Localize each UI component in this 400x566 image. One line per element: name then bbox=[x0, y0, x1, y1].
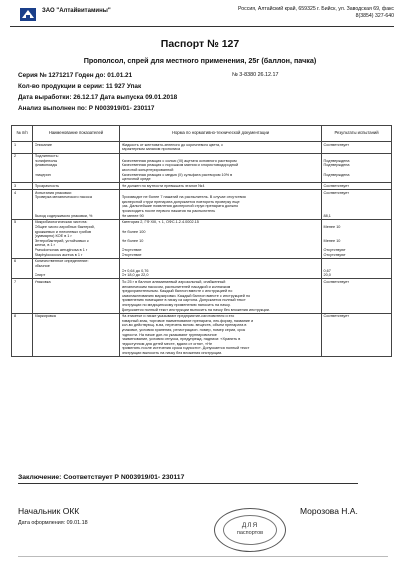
row-norm bbox=[120, 190, 322, 220]
row-norm-line: характерным запахом прополиса bbox=[121, 147, 181, 152]
row-result bbox=[322, 183, 392, 190]
address-line-1: Россия, Алтайский край, 659325 г. Бийск, ул. Заводская 69, факс bbox=[238, 6, 394, 12]
row-norm-line: Допускается полный текст инструкции выносить на пачку без вложения инструкции. bbox=[121, 307, 270, 312]
row-result bbox=[322, 258, 392, 279]
row-norm-line: дисперсной струи препарата допускается повторить проверку еще bbox=[121, 199, 240, 204]
header-norm: Норма по нормативно-технической документации bbox=[120, 126, 322, 142]
company-logo bbox=[20, 8, 36, 21]
row-result-line: Соответствует bbox=[323, 183, 349, 188]
row-norm bbox=[120, 219, 322, 258]
row-name-line: Маркировка bbox=[34, 314, 56, 319]
row-norm-line: На этикетке и пачке указывают предприятие-изготовителя и его bbox=[121, 314, 235, 319]
specification-table bbox=[11, 125, 392, 357]
row-norm-line: происходить после первого нажатия на распылитель bbox=[121, 209, 216, 214]
product-name: Прополсол, спрей для местного применения, 25г (баллон, пачка) bbox=[83, 56, 317, 65]
row-norm-line: Жидкость от желтовато-зеленого до коричневого цвета, с bbox=[121, 142, 224, 147]
chief-name: Морозова Н.А. bbox=[300, 506, 358, 516]
row-name-line: (суммарно) КОЕ в 1 г bbox=[34, 234, 72, 239]
row-name bbox=[33, 153, 120, 183]
row-norm-line: применению помещают в пачку из картона. Допускается полный текст bbox=[121, 298, 246, 303]
row-norm-line: Качественная реакция с медью (II) сульфата раствором 10% в bbox=[121, 172, 233, 177]
row-name-line: Подлинность: bbox=[34, 154, 59, 159]
chief-title: Начальник ОКК bbox=[18, 506, 80, 516]
row-name-line: Staphylococcus aureus в 1 г bbox=[34, 252, 83, 257]
row-norm-line: По 25 г в баллон алюминиевый аэрозольный, снабженный bbox=[121, 279, 226, 284]
table-row bbox=[12, 142, 392, 153]
row-result-line: Отсутствуют bbox=[323, 252, 346, 257]
row-number: 8 bbox=[12, 313, 33, 357]
row-result-line: Соответствует bbox=[323, 314, 349, 319]
table-header-row bbox=[12, 126, 392, 142]
row-name-line: Выход содержимого упаковки, % bbox=[34, 213, 93, 218]
row-name-line: Общее число аэробных бактерий, bbox=[34, 225, 95, 230]
conclusion: Заключение: Соответствует Р N003919/01- 230117 bbox=[18, 474, 185, 481]
row-result bbox=[322, 219, 392, 258]
bottom-rule bbox=[18, 556, 388, 557]
row-name bbox=[33, 258, 120, 279]
row-result bbox=[322, 313, 392, 357]
row-result-line: Подтверждена bbox=[323, 163, 350, 168]
row-norm-line: наименование, условия отпуска, предупрежд. надписи: «Хранить в bbox=[121, 337, 241, 342]
registration-number: № 3-8380 26.12.17 bbox=[232, 72, 279, 78]
row-name-line: Описание bbox=[34, 142, 52, 147]
row-name-line: Энтеробактерий, устойчивых к bbox=[34, 238, 89, 243]
row-name-line: Количественное определение: bbox=[34, 259, 89, 264]
analysis-line: Анализ выполнен по: Р N003919/01- 230117 bbox=[18, 105, 155, 112]
row-norm-line: кислотой концентрированной bbox=[121, 167, 174, 172]
row-norm-line: недоступном для детей месте, вдали от огня», «Не bbox=[121, 341, 213, 346]
row-norm-line: Производят не более 7 нажатий на распылитель. В случае отсутствия bbox=[121, 195, 246, 200]
row-norm-line: упаковке, условия хранения, регистрацион. номер, номер серии, срок bbox=[121, 328, 246, 333]
row-norm-line: Не должен по мутности превышать эталон №4 bbox=[121, 183, 205, 188]
row-number: 1 bbox=[12, 142, 33, 153]
row-name-line: флавоноиды bbox=[34, 163, 58, 168]
row-name-line: дрожжевых и плесневых грибов bbox=[34, 229, 92, 234]
row-norm-line: Качественная реакция с порошком магния и хлористоводородной bbox=[121, 163, 239, 168]
row-number: 5 bbox=[12, 219, 33, 258]
row-norm-line: Не более 10 bbox=[121, 238, 144, 243]
table-row bbox=[12, 153, 392, 183]
company-address bbox=[238, 6, 394, 20]
row-norm-line: Не более 100 bbox=[121, 229, 146, 234]
document-title: Паспорт № 127 bbox=[160, 38, 240, 50]
row-norm-line: Качественная реакция с солью (III) ацетата основного раствором bbox=[121, 158, 237, 163]
row-norm-line: Не менее 90 bbox=[121, 213, 144, 218]
row-number: 4 bbox=[12, 190, 33, 220]
row-name-line: глицерин bbox=[34, 172, 51, 177]
row-number: 3 bbox=[12, 183, 33, 190]
row-norm bbox=[120, 258, 322, 279]
row-name bbox=[33, 279, 120, 313]
row-result-line: 20,0 bbox=[323, 273, 331, 278]
row-norm bbox=[120, 183, 322, 190]
table-row bbox=[12, 313, 392, 357]
table-row bbox=[12, 183, 392, 190]
row-norm-line: Отсутствие bbox=[121, 252, 142, 257]
table-row bbox=[12, 258, 392, 279]
row-result-line: Менее 10 bbox=[323, 238, 341, 243]
row-name-line: обычное bbox=[34, 263, 50, 268]
row-name-line: полифенолы bbox=[34, 158, 58, 163]
row-result-line: 88,1 bbox=[323, 213, 331, 218]
row-name-line: Прозрачность bbox=[34, 183, 60, 188]
conclusion-underline bbox=[18, 483, 358, 484]
table-row bbox=[12, 279, 392, 313]
row-name bbox=[33, 183, 120, 190]
stamp-text-1: ДЛЯ bbox=[241, 522, 259, 529]
issue-date: Дата оформления: 09.01.18 bbox=[18, 520, 88, 526]
row-norm-line: предохранительным. Каждый баллон вместе с инструкцией по bbox=[121, 289, 233, 294]
row-name-line: Микробиологическая чистота: bbox=[34, 220, 88, 225]
row-name-line: желчи, в 1 г bbox=[34, 243, 55, 248]
header-number: № п/п bbox=[12, 126, 33, 142]
row-result bbox=[322, 190, 392, 220]
stamp-text-2: паспортов bbox=[236, 530, 264, 536]
row-result-line: Менее 10 bbox=[323, 225, 341, 230]
row-result bbox=[322, 153, 392, 183]
row-norm-line: инструкции по медицинскому применению наносить на пачку. bbox=[121, 302, 231, 307]
header-name: Наименование показателей bbox=[33, 126, 120, 142]
row-name-line: Испытания упаковки: bbox=[34, 190, 72, 195]
row-norm-line: кол-во действующ. в-ва, перечень вспом. веществ, объем препарата в bbox=[121, 323, 247, 328]
row-name bbox=[33, 142, 120, 153]
row-norm bbox=[120, 142, 322, 153]
row-norm bbox=[120, 313, 322, 357]
row-name bbox=[33, 190, 120, 220]
row-name-line: Упаковка bbox=[34, 279, 51, 284]
row-name bbox=[33, 219, 120, 258]
row-result-line: Соответствует bbox=[323, 279, 349, 284]
row-norm bbox=[120, 153, 322, 183]
table-row bbox=[12, 219, 392, 258]
row-result-line: 0,67 bbox=[323, 268, 331, 273]
row-norm-line: щелочной среде bbox=[121, 177, 151, 182]
row-name-line: Спирт bbox=[34, 273, 46, 278]
row-norm-line: механическим насосом, распылителей насадкой и колпачком bbox=[121, 284, 231, 289]
row-result-line: Соответствует bbox=[323, 190, 349, 195]
row-name bbox=[33, 313, 120, 357]
header-divider bbox=[10, 26, 394, 27]
row-number: 6 bbox=[12, 258, 33, 279]
company-name: ЗАО "Алтайвитамины" bbox=[42, 8, 111, 14]
stamp bbox=[214, 508, 286, 552]
row-norm-line: Категория 2, ГФ XIII, т. 1, ОФС.1.2.4.0002.15 bbox=[121, 220, 199, 225]
row-number: 7 bbox=[12, 279, 33, 313]
row-norm-line: От 18,0 до 22,0 bbox=[121, 273, 149, 278]
row-norm-line: Отсутствие bbox=[121, 248, 142, 252]
row-name-line: Pseudomonas aeruginosa в 1 г bbox=[34, 248, 88, 252]
row-norm bbox=[120, 279, 322, 313]
row-norm-line: годности. На пачке доп-но указывают группировочное bbox=[121, 332, 217, 337]
row-result-line: Отсутствуют bbox=[323, 248, 346, 252]
row-norm-line: От 0,64 до 0,76 bbox=[121, 268, 149, 273]
row-result-line: Соответствует bbox=[323, 142, 349, 147]
table-row bbox=[12, 190, 392, 220]
row-norm-line: раз. Дальнейшие появления дисперсной струи препарата должно bbox=[121, 204, 239, 209]
row-norm-line: применять после истечения срока годности». Допускается полный текст bbox=[121, 346, 250, 351]
row-norm-line: товарный знак, торговое наименование препарата, лек.форму, название и bbox=[121, 318, 254, 323]
row-result bbox=[322, 142, 392, 153]
series-line: Серия № 1271217 Годен до: 01.01.21 bbox=[18, 72, 133, 79]
row-result-line: Подтверждена bbox=[323, 158, 350, 163]
row-result-line: Подтверждена bbox=[323, 172, 350, 177]
quantity-line: Кол-во продукции в серии: 11 927 Упак bbox=[18, 83, 142, 90]
row-norm-line: инструкции выносить на пачку без вложения инструкции. bbox=[121, 351, 223, 356]
row-norm-line: самонаклеиванию маркировки. Каждый баллон вместе с инструкцией по bbox=[121, 293, 251, 298]
address-line-2: 8(3854) 327-640 bbox=[355, 13, 394, 19]
row-result bbox=[322, 279, 392, 313]
dates-line: Дата выработки: 26.12.17 Дата выпуска 09.01.2018 bbox=[18, 94, 178, 101]
row-name-line: Проверка механического насоса bbox=[34, 195, 92, 200]
row-number: 2 bbox=[12, 153, 33, 183]
header-result: Результаты испытаний bbox=[322, 126, 392, 142]
